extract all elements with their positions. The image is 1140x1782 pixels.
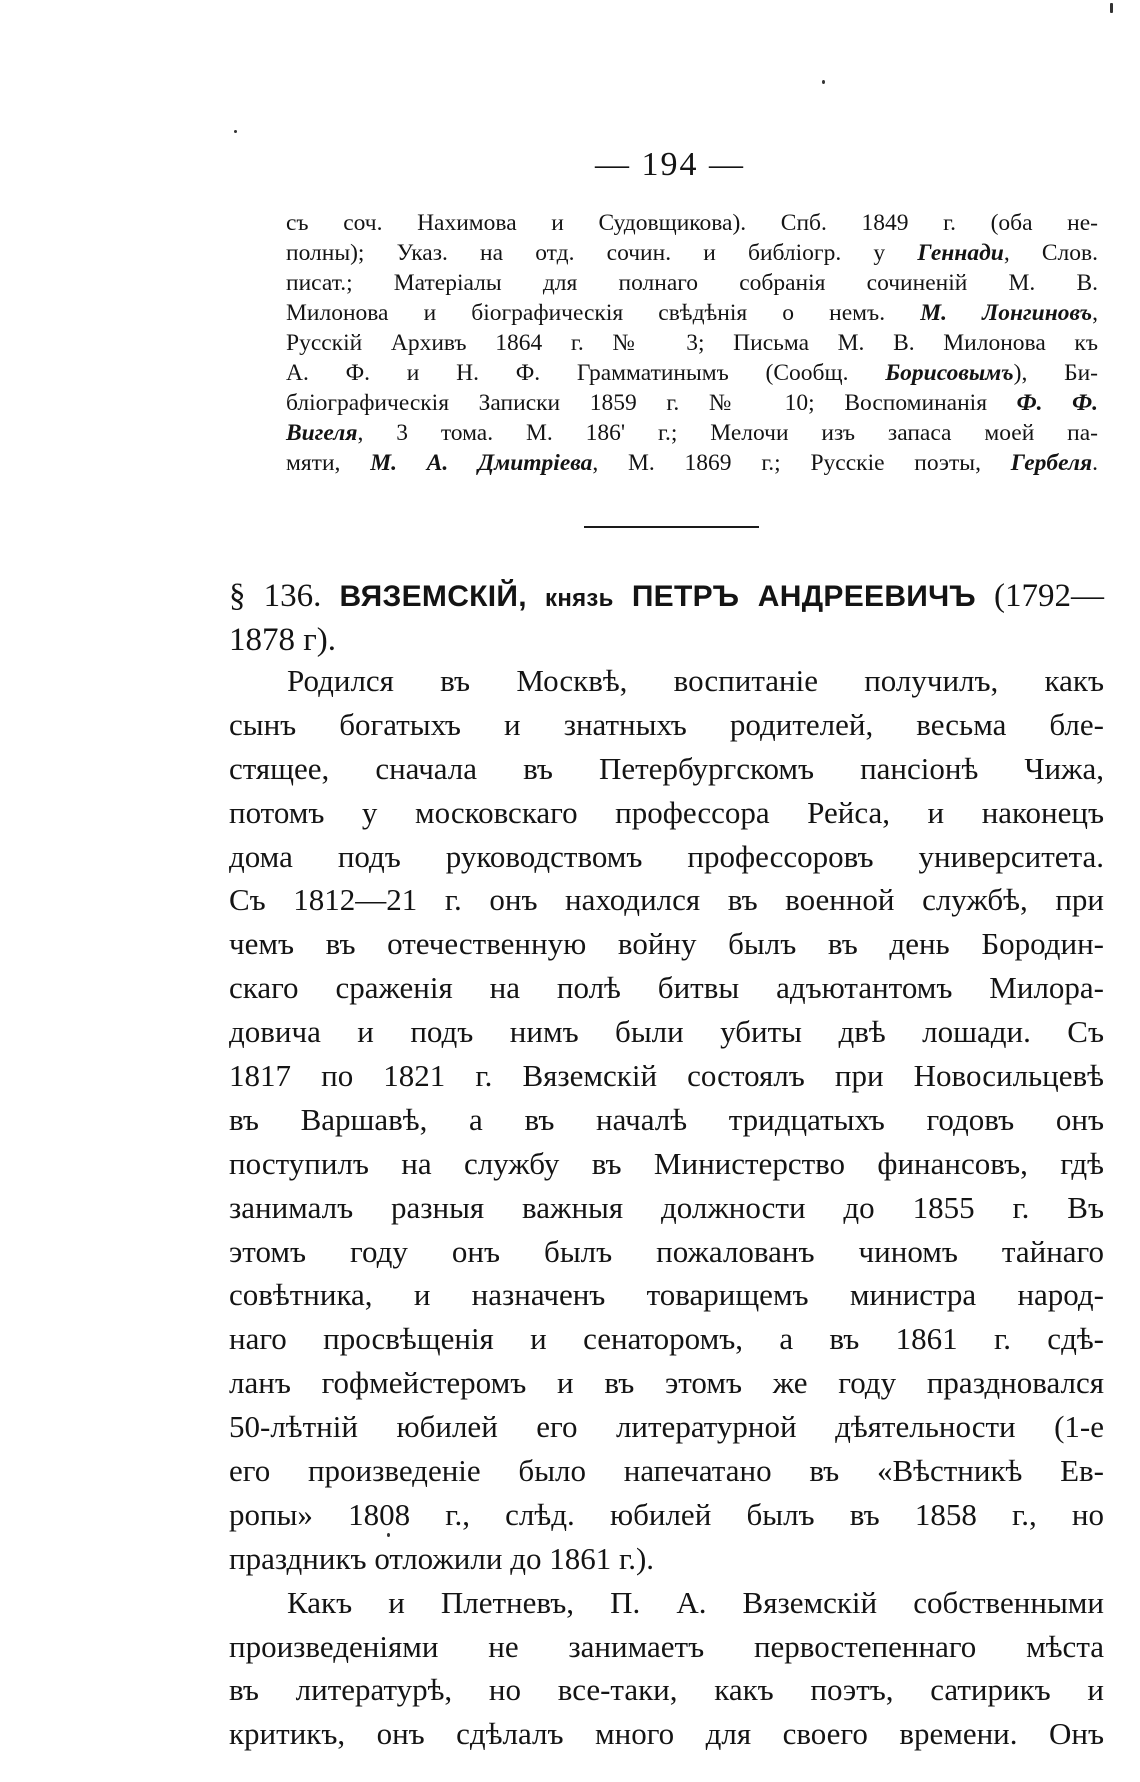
footnote-text: полны); Указ. на отд. сочин. и библіогр. у bbox=[286, 240, 918, 266]
footnote-line bbox=[286, 298, 1098, 328]
body-line: поступилъ на службу въ Министерство финансовъ, гдѣ bbox=[229, 1145, 1104, 1181]
body-text bbox=[229, 659, 1104, 1756]
scan-speck bbox=[1110, 3, 1113, 13]
footnote-text: , 3 тома. М. 186' г.; Мелочи изъ запаса моей па- bbox=[357, 420, 1098, 446]
body-line: 50-лѣтній юбилей его литературной дѣятельности (1-е bbox=[229, 1409, 1104, 1445]
footnote-line bbox=[286, 448, 1098, 478]
body-line: стящее, сначала въ Петербургскомъ пансіонѣ Чижа, bbox=[229, 750, 1104, 786]
body-line: въ литературѣ, но все-таки, какъ поэтъ, сатирикъ и bbox=[229, 1672, 1104, 1708]
footnote-text: , Слов. bbox=[1003, 240, 1099, 266]
body-line: ропы» 1808 г., слѣд. юбилей былъ въ 1858 г., но bbox=[229, 1496, 1104, 1532]
body-line: довича и подъ нимъ были убиты двѣ лошади. Съ bbox=[229, 1014, 1104, 1050]
footnote-italic-name: Борисовымъ bbox=[885, 360, 1014, 386]
footnote-text: . bbox=[1092, 450, 1099, 476]
scan-speck bbox=[822, 80, 825, 84]
footnote-italic-name: Вигеля bbox=[286, 420, 358, 446]
footnote-italic-name: Гербеля bbox=[1010, 450, 1093, 476]
footnote-text: А. Ф. и Н. Ф. Грамматинымъ (Сообщ. bbox=[286, 360, 886, 386]
footnote-text: писат.; Матеріалы для полнаго собранія сочиненій М. В. bbox=[286, 270, 1098, 296]
body-line: его произведеніе было напечатано въ «Вѣстникѣ Ев- bbox=[229, 1453, 1104, 1489]
footnote-italic-name: М. А. Дмитріева bbox=[370, 450, 593, 476]
footnote-line bbox=[286, 418, 1098, 448]
footnote-text: съ соч. Нахимова и Судовщикова). Спб. 1849 г. (оба не- bbox=[286, 210, 1098, 236]
body-line: Какъ и Плетневъ, П. А. Вяземскій собственными bbox=[287, 1584, 1104, 1620]
body-line: 1817 по 1821 г. Вяземскій состоялъ при Новосильцевѣ bbox=[229, 1058, 1104, 1094]
body-line: занималъ разныя важныя должности до 1855 г. Въ bbox=[229, 1189, 1104, 1225]
section-name: ПЕТРЪ АНДРЕЕВИЧЪ bbox=[631, 580, 976, 613]
footnote-line bbox=[286, 358, 1098, 388]
footnote-text: ), Би- bbox=[1013, 360, 1098, 386]
footnote-line bbox=[286, 238, 1098, 268]
body-line: чемъ въ отечественную войну былъ въ день Бородин- bbox=[229, 926, 1104, 962]
body-line: скаго сраженія на полѣ битвы адъютантомъ Милора- bbox=[229, 970, 1104, 1006]
scan-speck bbox=[387, 1533, 390, 1537]
section-title: князь bbox=[545, 585, 614, 612]
footnote-text: , М. 1869 г.; Русскіе поэты, bbox=[592, 450, 1011, 476]
body-line: сынъ богатыхъ и знатныхъ родителей, весьма бле- bbox=[229, 706, 1104, 742]
body-line: въ Варшавѣ, а въ началѣ тридцатыхъ годовъ онъ bbox=[229, 1101, 1104, 1137]
section-divider bbox=[584, 526, 759, 528]
page-number: — 194 — bbox=[595, 146, 745, 183]
section-number: § 136. bbox=[229, 578, 322, 614]
section-years-end: 1878 г). bbox=[229, 622, 337, 658]
body-line: произведеніями не занимаетъ первостепеннаго мѣста bbox=[229, 1628, 1104, 1664]
body-line: дома подъ руководствомъ профессоровъ университета. bbox=[229, 838, 1104, 874]
body-line: ланъ гофмейстеромъ и въ этомъ же году праздновался bbox=[229, 1365, 1104, 1401]
body-line: этомъ году онъ былъ пожалованъ чиномъ тайнаго bbox=[229, 1233, 1104, 1269]
body-line: Съ 1812—21 г. онъ находился въ военной службѣ, при bbox=[229, 882, 1104, 918]
body-line: потомъ у московскаго профессора Рейса, и наконецъ bbox=[229, 794, 1104, 830]
footnote-italic-name: Ф. Ф. bbox=[1016, 390, 1098, 416]
section-heading-line-1 bbox=[229, 574, 1104, 618]
body-line: совѣтника, и назначенъ товарищемъ министра народ- bbox=[229, 1277, 1104, 1313]
body-line: праздникъ отложили до 1861 г.). bbox=[229, 1540, 655, 1576]
footnote-line bbox=[286, 328, 1098, 358]
footnote-text: Милонова и біографическія свѣдѣнія о немъ. bbox=[286, 300, 921, 326]
footnote-bibliography bbox=[286, 208, 1098, 478]
footnote-line bbox=[286, 388, 1098, 418]
footnote-line bbox=[286, 268, 1098, 298]
footnote-text: мяти, bbox=[286, 450, 371, 476]
section-heading bbox=[229, 574, 1104, 662]
footnote-line bbox=[286, 208, 1098, 238]
section-years-start: (1792— bbox=[994, 578, 1105, 614]
footnote-italic-name: М. Лонгиновъ bbox=[920, 300, 1093, 326]
section-surname: ВЯЗЕМСКІЙ, bbox=[339, 580, 527, 613]
footnote-text: Русскій Архивъ 1864 г. № 3; Письма М. В. Милонова къ bbox=[286, 330, 1098, 356]
section-heading-line-2 bbox=[229, 618, 1104, 662]
scan-speck bbox=[234, 130, 237, 133]
footnote-text: , bbox=[1092, 300, 1098, 326]
body-line: Родился въ Москвѣ, воспитаніе получилъ, какъ bbox=[287, 663, 1104, 698]
body-line: наго просвѣщенія и сенаторомъ, а въ 1861 г. сдѣ- bbox=[229, 1321, 1104, 1357]
footnote-text: бліографическія Записки 1859 г. № 10; Воспоминанія bbox=[286, 390, 1017, 416]
footnote-italic-name: Геннади bbox=[917, 240, 1004, 266]
body-line: критикъ, онъ сдѣлалъ много для своего времени. Онъ bbox=[229, 1716, 1104, 1752]
